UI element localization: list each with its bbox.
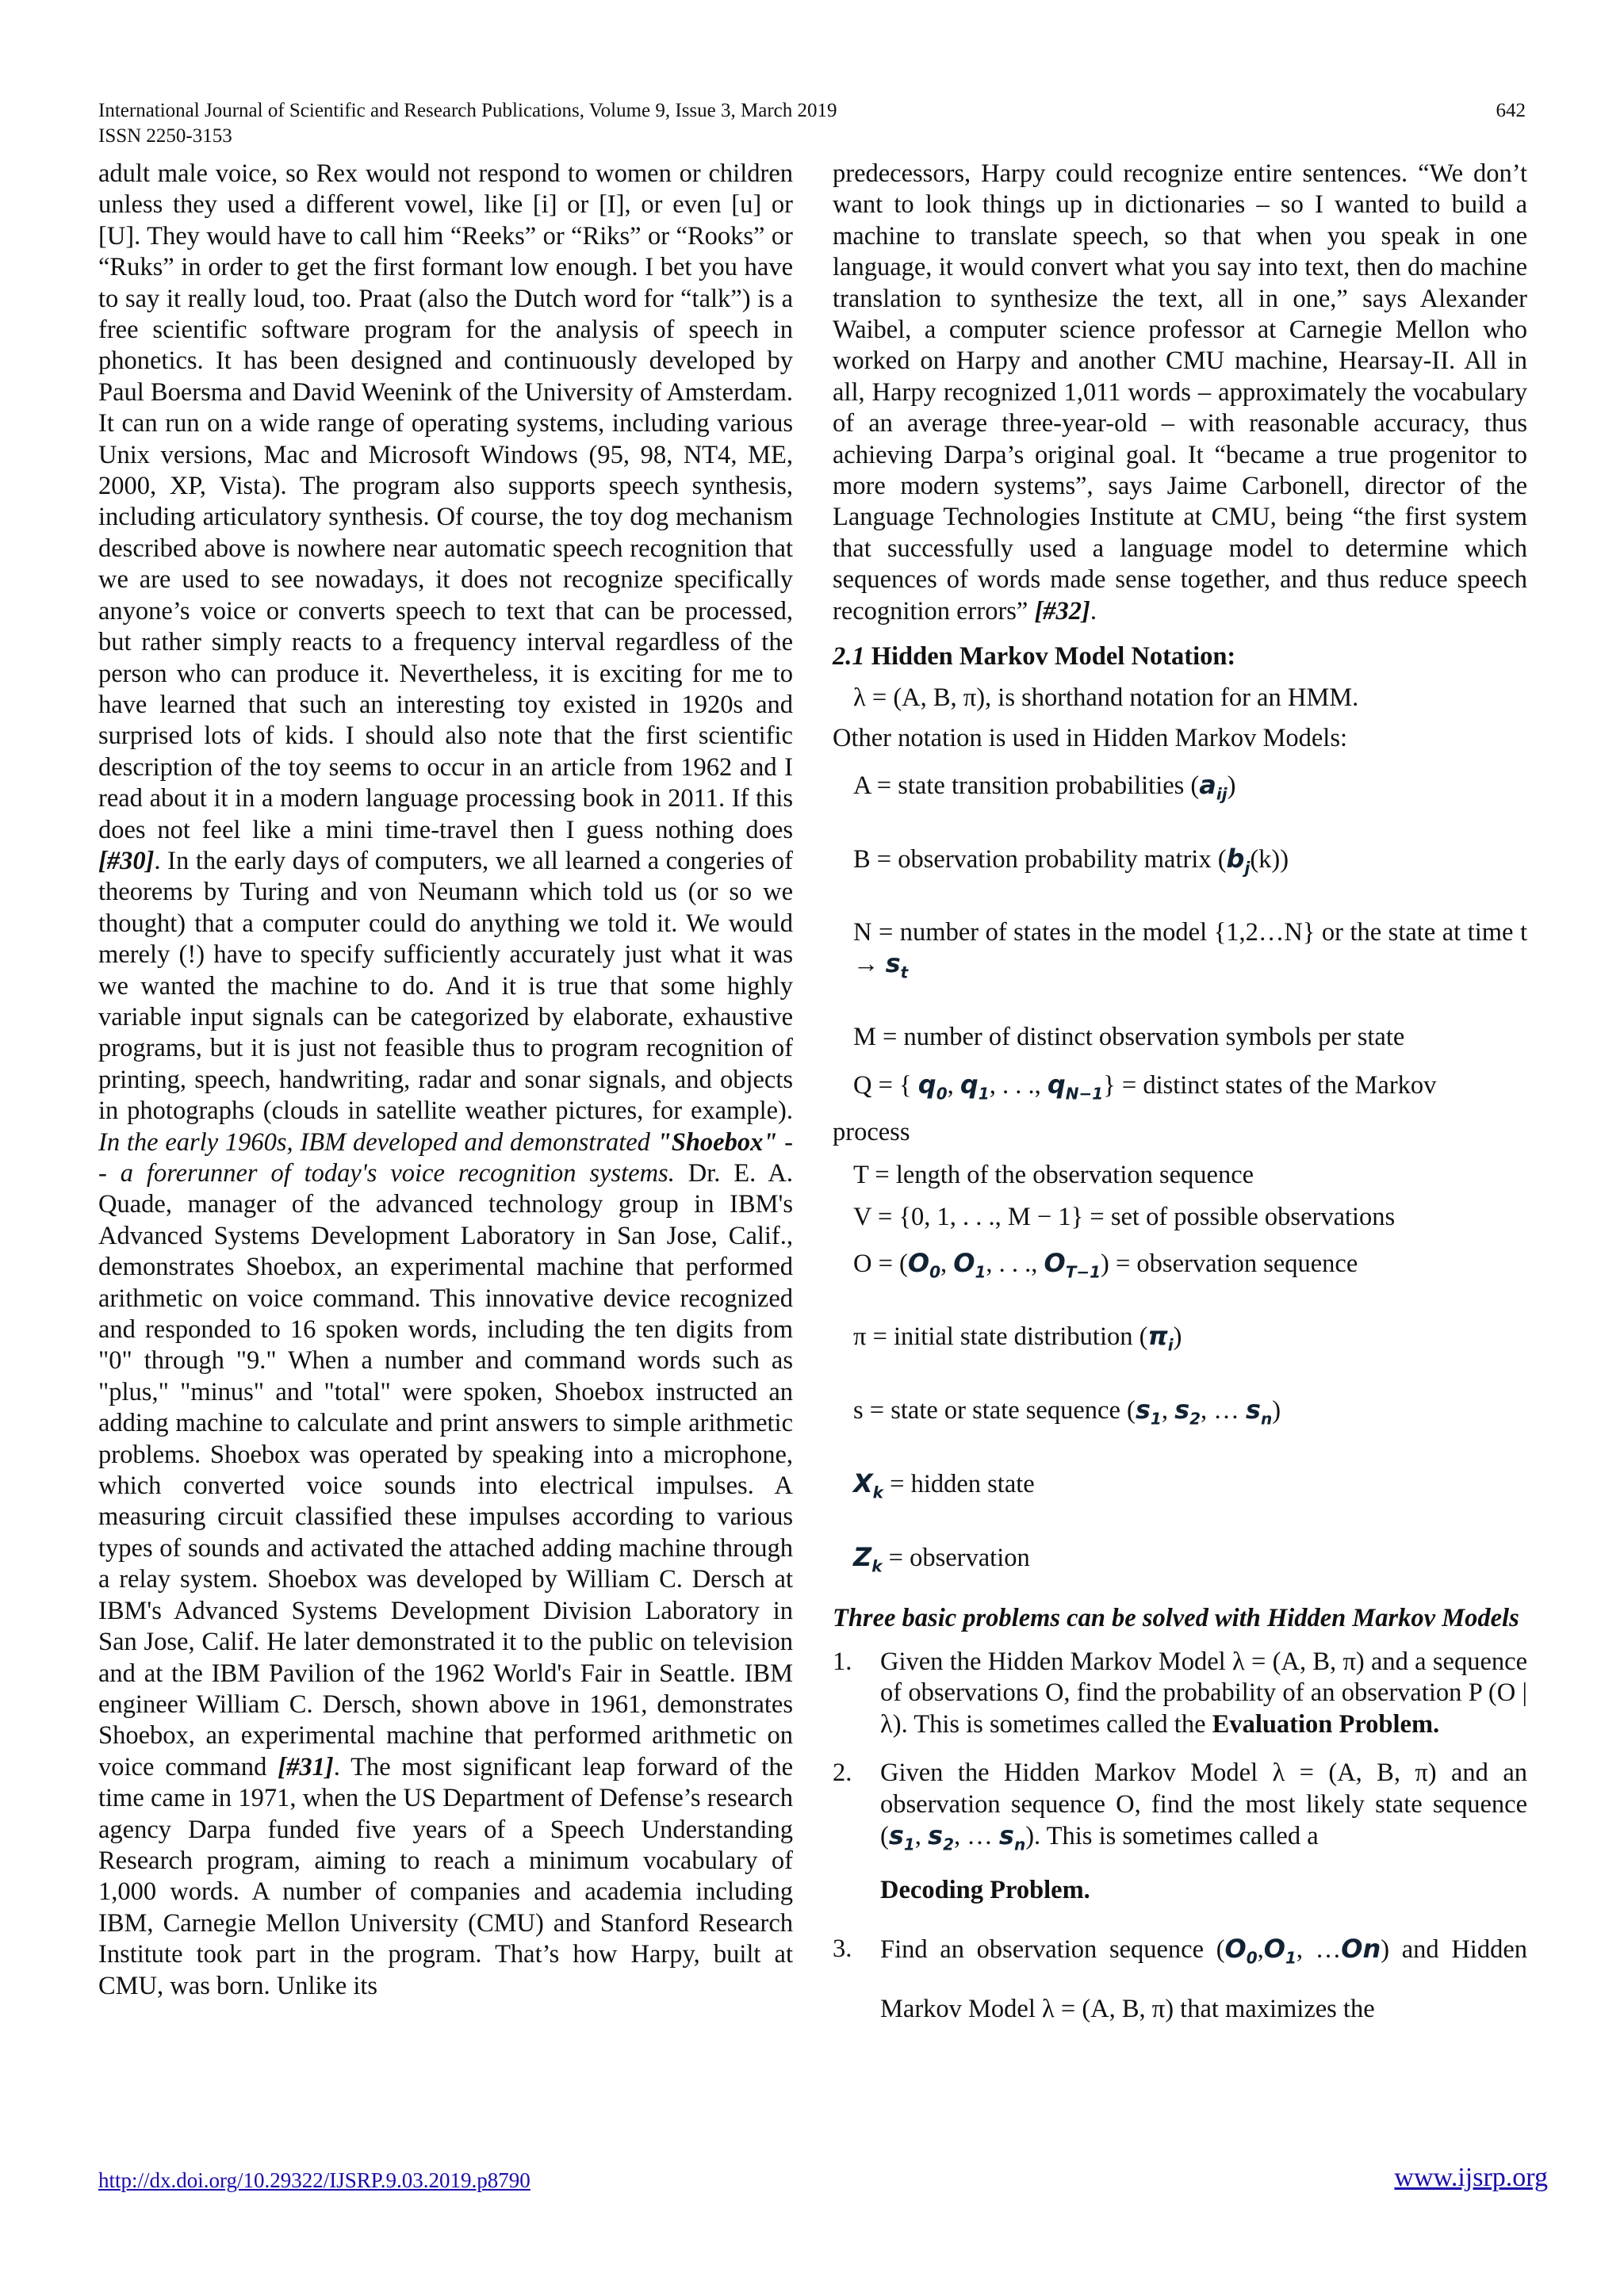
math-subscript: 0 <box>929 1261 940 1281</box>
math-oT <box>1044 1247 1101 1281</box>
notation-s: s = state or state sequence ($s_1$, $s_2$, … $s_n$) <box>853 1395 1281 1429</box>
math-subscript: 0 <box>936 1083 948 1103</box>
math-s1 <box>888 1820 915 1854</box>
math-a <box>1199 770 1228 804</box>
notation-O: $O = (O_0$, $O_1$, . . ., $O_{T-1}$) = observation sequence <box>853 1247 1358 1281</box>
site-link[interactable]: www.ijsrp.org <box>1394 2163 1548 2192</box>
math-sn <box>998 1820 1026 1854</box>
math-subscript: i <box>1167 1335 1174 1355</box>
list-text: Given the Hidden Markov Model λ = (A, B, π) and an observation sequence O, find the most likely state sequence ( <box>880 1758 1527 1850</box>
section-title: Hidden Markov Model Notation: <box>871 642 1236 672</box>
math-subscript: N−1 <box>1065 1083 1104 1103</box>
math-s2 <box>928 1820 955 1854</box>
body-text: predecessors, Harpy could recognize entire sentences. “We don’t want to look things up in dictionaries – so I wanted to build a machine to translate speech, so that when you speak in one language, it would convert what you say into text, then do machine translation to synthesize the text, all in one,” says Alexander Waibel, a computer science professor at Carnegie Mellon who worked on Harpy and another CMU machine, Hearsay-II. All in all, Harpy recognized 1,011 words – approximately the vocabulary of an average three-year-old – with reasonable accuracy, thus achieving Darpa’s original goal. It “became a true progenitor to more modern systems”, says Jaime Carbonell, director of the Language Technologies Institute at CMU, being “the first system that successfully used a language model to determine which sequences of words made sense together, and thus reduce speech recognition errors” <box>833 159 1527 626</box>
lambda-line: λ = (A, B, π), is shorthand notation for an HMM. <box>853 683 1359 712</box>
math-subscript: 0 <box>1246 1948 1258 1968</box>
notation-text: = observation <box>888 1543 1030 1572</box>
list-item: 3. Find an observation sequence ($O_0,O_1$, …On) and Hidden Markov Model λ = (A, B, π) that maximizes the <box>833 1923 1527 2034</box>
body-text: . <box>1090 596 1097 626</box>
math-subscript: k <box>871 1556 883 1576</box>
italic-text: In the early 1960s, IBM developed and demonstrated <box>98 1127 650 1157</box>
notation-X <box>833 1468 1527 1509</box>
math-o0 <box>1224 1934 1258 1968</box>
problems-heading: Three basic problems can be solved with Hidden Markov Models <box>833 1603 1519 1632</box>
doi-link[interactable]: http://dx.doi.org/10.29322/IJSRP.9.03.2019.p8790 <box>98 2168 530 2192</box>
math-symbol: X <box>853 1468 873 1498</box>
math-symbol: s <box>1135 1395 1151 1425</box>
notation-T: T = length of the observation sequence <box>853 1160 1254 1189</box>
math-pi <box>1147 1321 1174 1355</box>
section-number: 2.1 <box>833 642 865 672</box>
section-heading <box>833 641 1527 672</box>
math-subscript: 1 <box>1150 1409 1162 1429</box>
list-text: Given the Hidden Markov Model λ = (A, B, π) and a sequence of observations O, find the probability of an observation P (O | λ). This is sometimes called the <box>880 1647 1527 1739</box>
notation-text: A = state transition probabilities ( <box>853 771 1200 801</box>
math-b <box>1226 844 1251 878</box>
notation-text: = hidden state <box>890 1469 1035 1498</box>
body-text: Dr. E. A. Quade, manager of the advanced technology group in IBM's Advanced Systems Development Laboratory in San Jose, Calif., demonstrates Shoebox, an experimental machine that performed arithmetic on voice command. This innovative device recognized and responded to 16 spoken words, including the ten digits from "0" through "9." When a number and command words such as "plus," "minus" and "total" were spoken, Shoebox instructed an adding machine to calculate and print answers to simple arithmetic problems. Shoebox was operated by speaking into a microphone, which converted voice sounds into electrical impulses. A measuring circuit classified these impulses according to various types of sounds and activated the attached adding machine through a relay system. Shoebox was developed by William C. Dersch at IBM's Advanced Systems Development Division Laboratory in San Jose, Calif. He later demonstrated it to the public on television and at the IBM Pavilion of the 1962 World's Fair in Seattle. IBM engineer William C. Dersch, shown above in 1961, demonstrates Shoebox, an experimental machine that performed arithmetic on voice command <box>98 1159 793 1781</box>
math-subscript: 2 <box>943 1835 955 1854</box>
notation-text: . . ., <box>998 1249 1038 1278</box>
notation-A: A = state transition probabilities $(a_{ij})$ <box>853 770 1236 804</box>
other-notation: Other notation is used in Hidden Markov Models: <box>833 723 1348 752</box>
math-subscript: k <box>872 1483 883 1502</box>
body-text: adult male voice, so Rex would not respond to women or children unless they used a different vowel, like [i] or [I], or even [u] or [U]. They would have to call him “Reeks” or “Riks” or “Rooks” or “Ruks” in order to get the first formant low enough. I bet you have to say it really loud, too. Praat (also the Dutch word for “talk”) is a free scientific software program for the analysis of speech in phonetics. It has been designed and continuously developed by Paul Boersma and David Weenink of the University of Amsterdam. It can run on a wide range of operating systems, including various Unix versions, Mac and Microsoft Windows (95, 98, NT4, ME, 2000, XP, Vista). The program also supports speech synthesis, including articulatory synthesis. Of course, the toy dog mechanism described above is nowhere near automatic speech recognition that we are used to see nowadays, it does not recognize specifically anyone’s voice or converts speech to text that can be processed, but rather simply reacts to a frequency interval regardless of the person who can produce it. Nevertheless, it is exciting for me to have learned that such an interesting toy existed in 1920s and surprised lots of kids. I should also note that the first scientific description of the toy seems to occur in an article from 1962 and I read about it in a modern language processing book in 2011. If this does not feel like a mini time-travel then I guess nothing does <box>98 159 793 844</box>
page-header <box>98 98 1526 149</box>
notation-text: ) = observation sequence <box>1101 1249 1358 1278</box>
notation-text: s = state or state sequence ( <box>853 1396 1136 1425</box>
notation-V: V = {0, 1, . . ., M − 1} = set of possible observations <box>853 1203 1396 1232</box>
issn: ISSN 2250-3153 <box>98 125 232 147</box>
math-symbol: Z <box>853 1541 872 1572</box>
citation-31: [#31] <box>278 1752 334 1781</box>
math-q0 <box>917 1069 948 1103</box>
math-symbol: π <box>1147 1321 1168 1352</box>
problems-list <box>833 1647 1527 2034</box>
notation-text: … <box>1213 1396 1239 1425</box>
math-subscript: T−1 <box>1065 1261 1101 1281</box>
math-subscript: j <box>1244 858 1251 878</box>
list-number: 1. <box>833 1647 852 1676</box>
left-paragraph <box>98 159 793 2002</box>
notation-text: Q = { <box>853 1070 912 1100</box>
notation-M: M = number of distinct observation symbols per state <box>853 1023 1405 1052</box>
math-subscript: 1 <box>903 1835 915 1854</box>
math-subscript: 1 <box>1285 1948 1297 1968</box>
math-sn <box>1245 1395 1273 1429</box>
math-symbol: s <box>998 1820 1014 1850</box>
math-symbol: O <box>1263 1934 1285 1965</box>
notation-Z <box>833 1542 1527 1582</box>
notation-text: B = observation probability matrix ( <box>853 845 1227 874</box>
math-symbol: a <box>1199 770 1216 801</box>
page-number: 642 <box>1496 100 1526 121</box>
math-subscript: 1 <box>975 1261 986 1281</box>
math-symbol: q <box>959 1069 979 1100</box>
list-item: 2. Given the Hidden Markov Model λ = (A, B, π) and an observation sequence O, find the most likely state sequence ($s_1$, $s_2$, … $s_n$). This is sometimes called a Decoding Problem. <box>833 1758 1527 1904</box>
math-symbol: s <box>1174 1395 1190 1425</box>
body-text: . The most significant leap forward of the time came in 1971, when the US Department of Defense’s research agency Darpa funded five years of a Speech Understanding Research program, aiming to reach a minimum vocabulary of 1,000 words. A number of companies and academia including IBM, Carnegie Mellon University (CMU) and Stanford Research Institute took part in the program. That’s how Harpy, built at CMU, was born. Unlike its <box>98 1752 794 2000</box>
math-xk <box>853 1468 883 1502</box>
math-symbol: O <box>907 1247 930 1278</box>
notation-B <box>833 844 1527 884</box>
italic-text: -- a forerunner of today's voice recognition systems. <box>98 1127 793 1188</box>
math-subscript: ij <box>1216 784 1228 804</box>
list-text: ) and Hidden Markov Model λ = (A, B, π) that maximizes the <box>880 1935 1527 2023</box>
math-symbol: s <box>1245 1395 1261 1425</box>
list-text: ). This is sometimes called a <box>1025 1821 1319 1850</box>
math-s2 <box>1174 1395 1201 1429</box>
math-o1 <box>1263 1934 1297 1968</box>
list-number: 2. <box>833 1758 852 1788</box>
notation-text: . . ., <box>1002 1070 1041 1100</box>
list-number: 3. <box>833 1934 852 1964</box>
right-paragraph <box>833 159 1527 627</box>
list-text: … <box>967 1821 993 1850</box>
notation-text: O = ( <box>853 1249 908 1278</box>
math-symbol: O <box>1044 1247 1066 1278</box>
math-qn <box>1047 1069 1104 1103</box>
math-symbol: s <box>888 1820 904 1850</box>
math-symbol: s <box>885 948 901 979</box>
notation-pi: π = initial state distribution $(\pi_i)$ <box>853 1321 1182 1355</box>
math-q1 <box>959 1069 990 1103</box>
math-subscript: 2 <box>1189 1409 1201 1429</box>
citation-32: [#32] <box>1034 596 1090 626</box>
notation-text: N = number of states in the model {1,2…N} or the state at time t → <box>853 917 1527 979</box>
body-text: . In the early days of computers, we all learned a congeries of theorems by Turing and von Neumann which told us (or so we thought) that a computer could do anything we told it. We would merely (!) have to specify sufficiently accurately just what it was we wanted the machine to do. And it is true that some highly variable input signals can be categorized by elaborate, exhaustive programs, but it is just not feasible thus to program recognition of printing, speech, handwriting, radar and sonar signals, and objects in photographs (clouds in satellite weather pictures, for example). <box>98 846 793 1126</box>
math-symbol: O <box>953 1247 975 1278</box>
math-o0 <box>907 1247 940 1281</box>
list-text: Find an observation sequence ( <box>880 1935 1225 1965</box>
citation-30: [#30] <box>98 846 155 875</box>
math-subscript: n <box>1013 1835 1026 1854</box>
evaluation-problem: Evaluation Problem. <box>1212 1709 1440 1739</box>
math-s-t <box>885 948 909 982</box>
journal-title: International Journal of Scientific and Research Publications, Volume 9, Issue 3, March 2019 <box>98 100 837 121</box>
math-symbol: q <box>917 1069 936 1100</box>
list-item <box>833 1647 1527 1740</box>
math-s1 <box>1135 1395 1162 1429</box>
notation-Q-cont: process <box>833 1118 910 1147</box>
notation-text: π = initial state distribution ( <box>853 1322 1148 1352</box>
math-zk <box>853 1541 883 1576</box>
notation-Q: Q = { $q_0$, $q_1$, . . ., $q_{N-1}$} = distinct states of the Markov <box>853 1069 1437 1103</box>
notation-N <box>833 917 1527 989</box>
left-column <box>98 159 793 2002</box>
right-column <box>833 159 1527 2052</box>
math-symbol: O <box>1224 1934 1247 1965</box>
shoebox-emphasis: "Shoebox" <box>657 1127 778 1157</box>
math-symbol: q <box>1047 1069 1066 1100</box>
math-subscript: n <box>1260 1409 1273 1429</box>
notation-text: } = distinct states of the Markov <box>1103 1070 1437 1100</box>
math-on: On <box>1341 1934 1381 1965</box>
math-subscript: 1 <box>978 1083 990 1103</box>
math-subscript: t <box>900 962 909 982</box>
math-symbol: b <box>1226 844 1245 874</box>
notation-text: (k)) <box>1250 845 1289 874</box>
math-o1 <box>953 1247 986 1281</box>
decoding-problem: Decoding Problem. <box>880 1875 1090 1904</box>
math-symbol: s <box>928 1820 944 1850</box>
